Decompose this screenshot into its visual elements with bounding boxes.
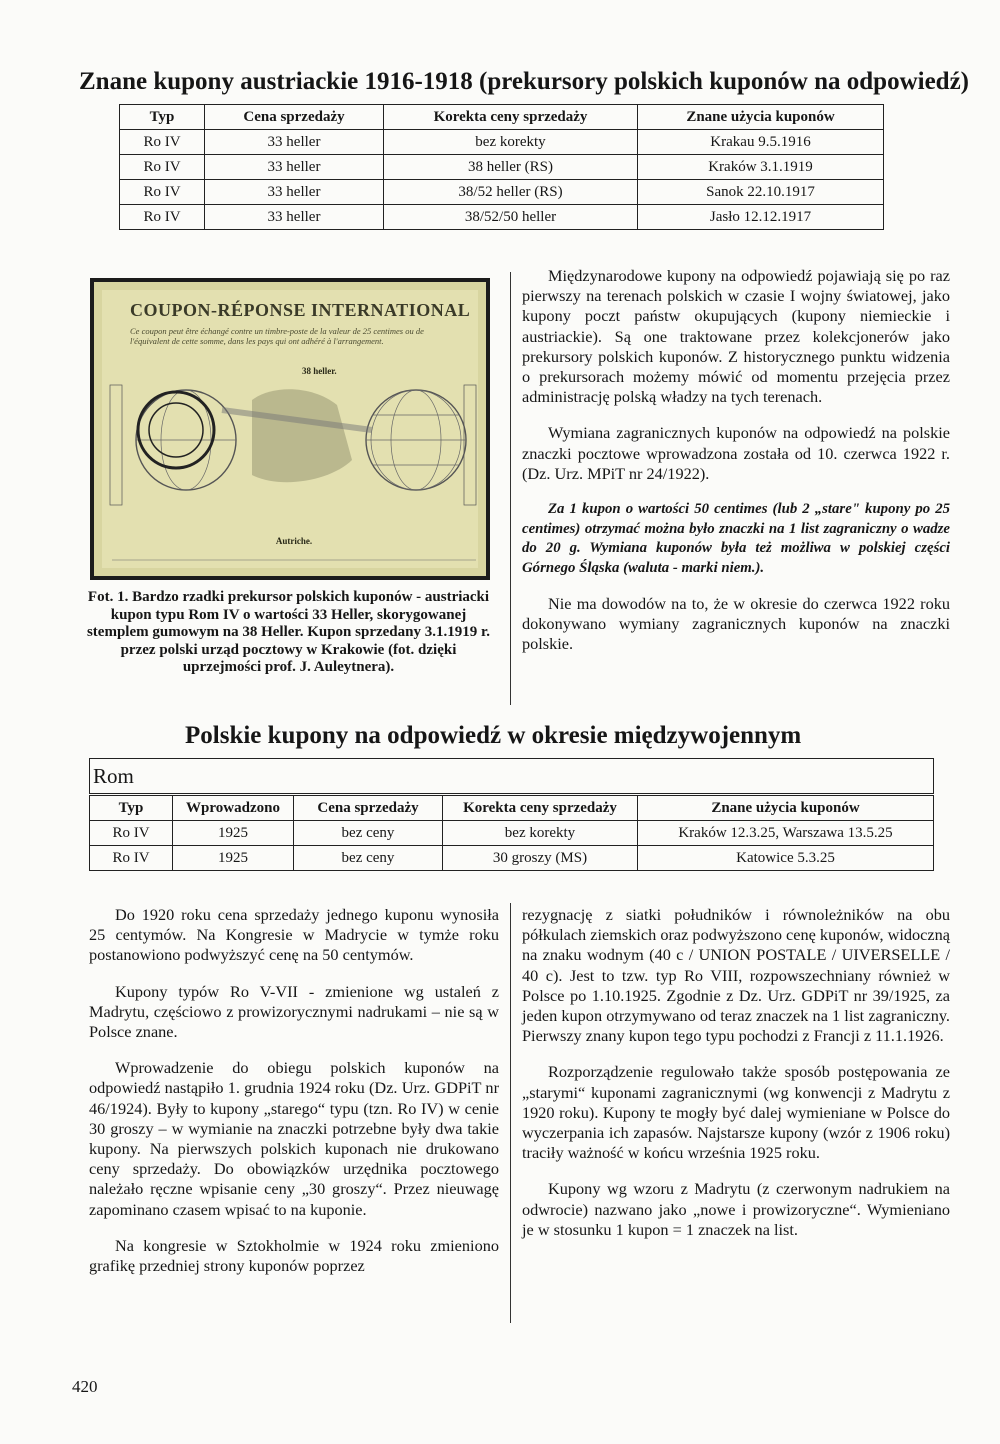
th-uzycia: Znane użycia kuponów [638,105,884,130]
table-row [120,155,884,180]
cell: Katowice 5.3.25 [638,846,934,871]
th-cena: Cena sprzedaży [205,105,384,130]
cell: Ro IV [120,205,205,230]
coupon-globes [102,290,486,576]
section1-title: Znane kupony austriackie 1916-1918 (prekursory polskich kuponów na odpowiedź) [79,68,969,95]
cell: Ro IV [120,180,205,205]
austrian-coupons-table [119,104,884,230]
cell: 38/52/50 heller [384,205,638,230]
cell: 1925 [173,846,294,871]
cell: Ro IV [90,821,173,846]
coupon-value: 38 heller. [302,366,337,376]
column-divider-bottom [510,903,511,1323]
paragraph: Na kongresie w Sztokholmie w 1924 roku zmieniono grafikę przedniej strony kuponów poprzez [89,1235,499,1276]
th-wprowadzono: Wprowadzono [173,796,294,821]
cell: Ro IV [90,846,173,871]
table-row [120,130,884,155]
cell: Sanok 22.10.1917 [638,180,884,205]
th-uzycia: Znane użycia kuponów [638,796,934,821]
cell: 33 heller [205,155,384,180]
th-korekta: Korekta ceny sprzedaży [384,105,638,130]
table-row [90,846,934,871]
figure-caption: Fot. 1. Bardzo rzadki prekursor polskich kuponów - austriacki kupon typu Rom IV o wartości 33 Heller, skorygowanej stemplem gumowym na 38 Heller. Kupon sprzedany 3.1.1919 r. przez polski urząd pocztowy w Krakowie (fot. dzięki uprzejmości prof. J. Auleytnera). [86,589,491,675]
paragraph: Wymiana zagranicznych kuponów na odpowiedź na polskie znaczki pocztowe wprowadzona została od 10. czerwca 1922 r. (Dz. Urz. MPiT nr 24/1922). [522,423,950,483]
cell: 30 groszy (MS) [443,846,638,871]
cell: 33 heller [205,130,384,155]
coupon-title: COUPON-RÉPONSE INTERNATIONAL [130,300,471,320]
coupon-text: Ce coupon peut être échangé contre un timbre-poste de la valeur de 25 centimes ou de l'équivalent de cette somme, dans les pays qui ont adhéré à l'arrangement. [130,326,424,346]
cell: bez korekty [384,130,638,155]
polish-coupons-table [89,795,934,871]
th-korekta: Korekta ceny sprzedaży [443,796,638,821]
cell: 33 heller [205,180,384,205]
paragraph: Międzynarodowe kupony na odpowiedź pojawiają się po raz pierwszy na terenach polskich w czasie I wojny światowej, jako kupony poczt państw okupujących (kupony niemieckie i austriackie). Są one traktowane przez kolekcjonerów jako prekursory polskich kuponów. Z historycznego punktu widzenia o prekursorach możemy mówić od momentu przejęcia przez administrację polską władzy na tych terenach. [522,266,950,407]
paragraph: Kupony wg wzoru z Madrytu (z czerwonym nadrukiem na odwrocie) nazwano jako „nowe i prowizoryczne“. Wymieniano je w stosunku 1 kupon = 1 znaczek na list. [522,1179,950,1239]
table-row [120,180,884,205]
left-bottom-column [89,905,499,1292]
coupon-face [102,290,478,568]
th-typ: Typ [90,796,173,821]
coupon-photo [90,278,490,580]
paragraph: Rozporządzenie regulowało także sposób postępowania ze „starymi“ kuponami zagranicznymi (wg konwencji z Madrytu z 1920 roku). Kupony te mogły być dalej wymieniane w Polsce do wyczerpania ich zapasów. Najstarsze kupony (wzór z 1906 roku) traciły ważność w końcu września 1925 roku. [522,1062,950,1163]
cell: 38/52 heller (RS) [384,180,638,205]
cell: Krakau 9.5.1916 [638,130,884,155]
rom-group-label: Rom [93,764,134,788]
cell: bez ceny [294,846,443,871]
cell: Jasło 12.12.1917 [638,205,884,230]
paragraph-italic: Za 1 kupon o wartości 50 centimes (lub 2 „stare" kupony po 25 centimes) otrzymać można było znaczki na 1 list zagraniczny o wadze do 20 g. Wymiana kuponów była też możliwa w polskiej części Górnego Śląska (waluta - marki niem.). [522,501,950,576]
paragraph: Wprowadzenie do obiegu polskich kuponów na odpowiedź nastąpiło 1. grudnia 1924 roku (Dz. Urz. GDPiT nr 46/1924). Były to kupony „starego“ typu (tzn. Ro IV) w cenie 30 groszy – w wymianie na znaczki potrzebne były dwa takie kupony. Na pierwszych polskich kuponach nie drukowano ceny sprzedaży. Do obowiązków urzędnika pocztowego należało ręczne wpisanie ceny „30 groszy“. Przez nieuwagę zapominano czasem wpisać to na kuponie. [89,1058,499,1219]
allegorical-figure [252,389,352,482]
th-typ: Typ [120,105,205,130]
right-bottom-column [522,905,950,1256]
paragraph: Nie ma dowodów na to, że w okresie do czerwca 1922 roku dokonywano wymiany zagranicznych kuponów na znaczki polskie. [522,594,950,654]
cell: Ro IV [120,130,205,155]
th-cena: Cena sprzedaży [294,796,443,821]
cell: 1925 [173,821,294,846]
coupon-country: Autriche. [275,536,313,546]
column-divider-top [510,272,511,705]
cell: Kraków 12.3.25, Warszawa 13.5.25 [638,821,934,846]
paragraph: Do 1920 roku cena sprzedaży jednego kuponu wynosiła 25 centymów. Na Kongresie w Madrycie w tymże roku postanowiono podwyższyć cenę na 50 centymów. [89,905,499,965]
table-row [120,205,884,230]
cell: 38 heller (RS) [384,155,638,180]
paragraph: Kupony typów Ro V-VII - zmienione wg ustaleń z Madrytu, częściowo z prowizorycznymi nadrukami – nie są w Polsce znane. [89,981,499,1042]
table-row [90,821,934,846]
page-number: 420 [72,1377,98,1396]
cell: 33 heller [205,205,384,230]
cell: Kraków 3.1.1919 [638,155,884,180]
right-top-column [522,266,950,671]
cell: bez ceny [294,821,443,846]
cell: bez korekty [443,821,638,846]
cell: Ro IV [120,155,205,180]
rom-group-label-box [89,758,934,794]
section2-title: Polskie kupony na odpowiedź w okresie międzywojennym [185,722,802,749]
paragraph: rezygnację z siatki południków i równoleżników na obu półkulach ziemskich oraz podwyższono cenę kuponów, widoczną na znaku wodnym (40 c / UNION POSTALE / UIVERSELLE / 40 c). Jest to tzw. typ Ro VIII, rozpowszechniany również w Polsce po 1.10.1925. Zgodnie z Dz. Urz. GDPiT nr 39/1925, za jeden kupon otrzymywano od teraz znaczek na 1 list zagraniczny. Pierwszy znany kupon tego typu pochodzi z Francji z 11.1.1926. [522,905,950,1046]
